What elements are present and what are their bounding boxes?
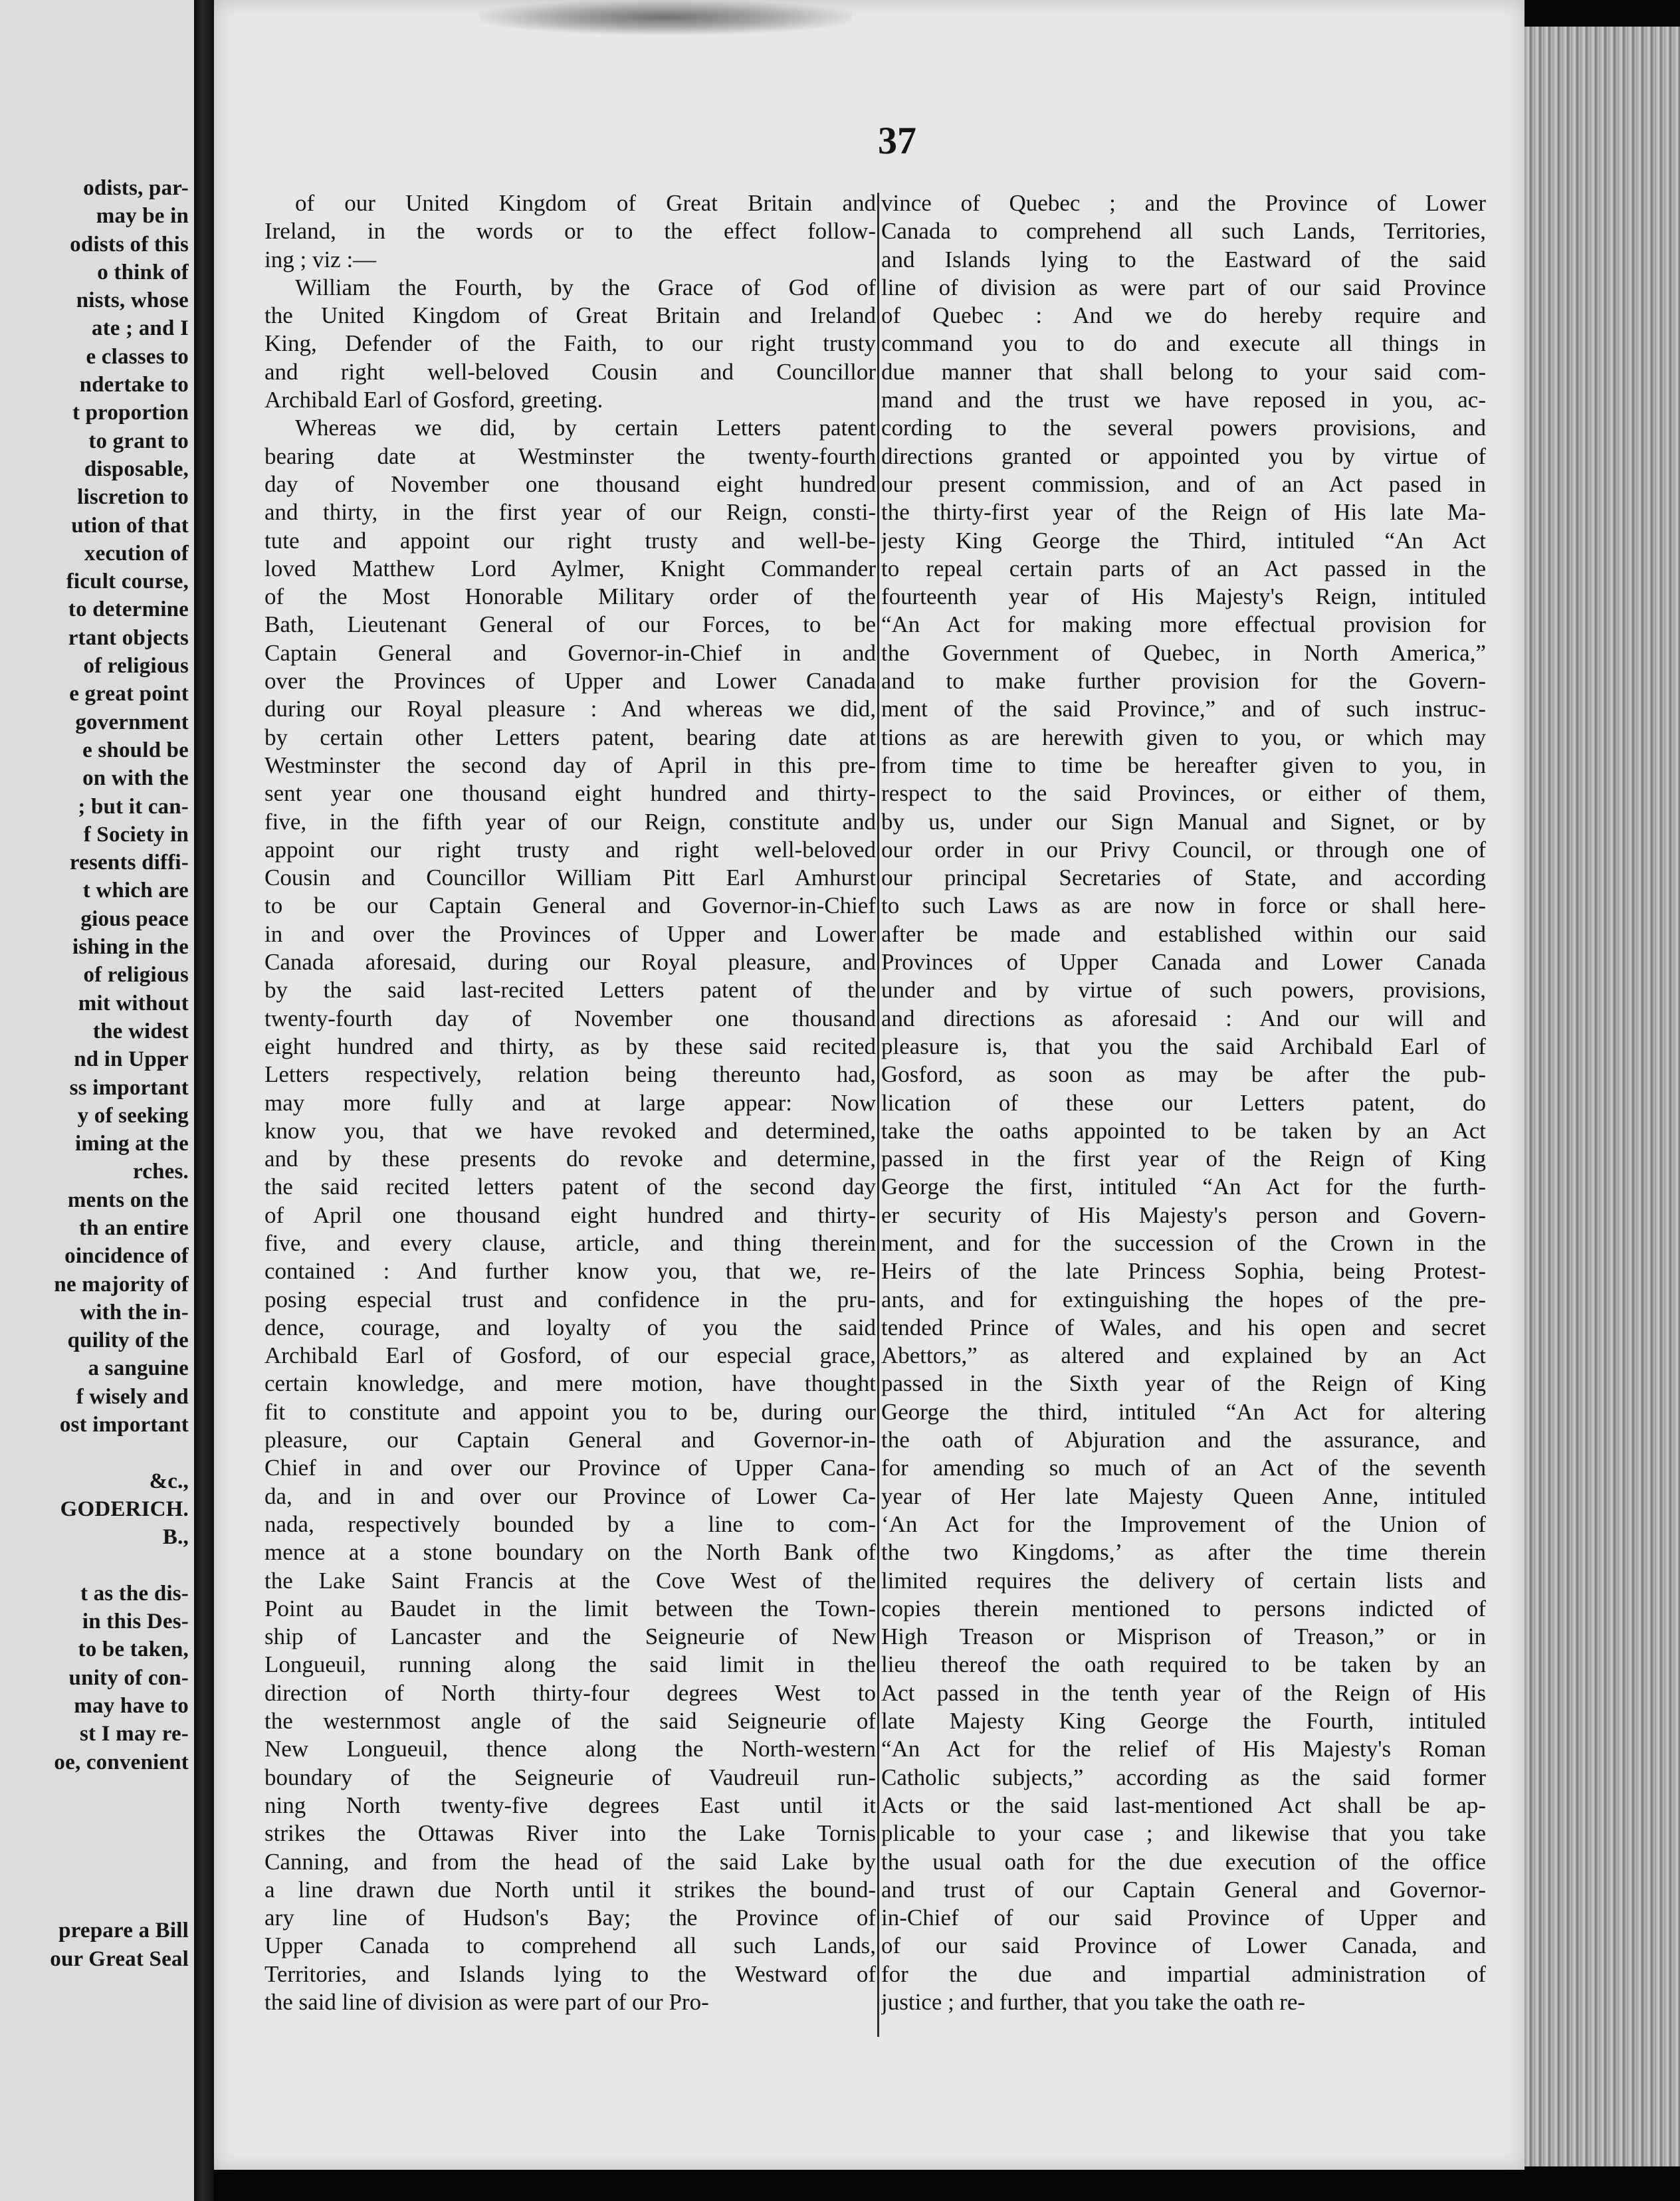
- text-line: vince of Quebec ; and the Province of Lower: [881, 190, 1486, 216]
- facing-line: nists, whose: [76, 288, 189, 313]
- text-line: New Longueuil, thence along the North-western: [264, 1736, 876, 1762]
- facing-line: ne majority of: [54, 1272, 189, 1297]
- facing-line: [0, 1861, 189, 1889]
- text-line: George the third, intituled “An Act for altering: [881, 1398, 1486, 1425]
- text-line: mence at a stone boundary on the North Bank of: [264, 1539, 876, 1566]
- facing-line: nd in Upper: [74, 1047, 189, 1072]
- text-line: cording to the several powers provisions, and: [881, 415, 1486, 441]
- text-line: mand and the trust we have reposed in you, ac-: [881, 387, 1486, 413]
- text-line: Ireland, in the words or to the effect follow-: [264, 218, 876, 245]
- text-column-right: [881, 189, 1486, 2016]
- facing-line: t as the dis-: [80, 1581, 189, 1606]
- text-line: “An Act for making more effectual provision for: [881, 611, 1486, 638]
- text-line: posing especial trust and confidence in the pru-: [264, 1286, 876, 1312]
- text-line: strikes the Ottawas River into the Lake Tornis: [264, 1820, 876, 1847]
- text-line: William the Fourth, by the Grace of God of: [295, 274, 876, 300]
- text-line: passed in the Sixth year of the Reign of King: [881, 1370, 1486, 1397]
- facing-line: odists, par-: [83, 176, 189, 200]
- facing-line: resents diffi-: [69, 851, 189, 875]
- text-line: of our said Province of Lower Canada, and: [881, 1933, 1486, 1959]
- text-line: the westernmost angle of the said Seigneurie of: [264, 1708, 876, 1734]
- facing-line: a sanguine: [88, 1356, 189, 1381]
- facing-line: liscretion to: [77, 485, 189, 510]
- text-line: loved Matthew Lord Aylmer, Knight Commander: [264, 555, 876, 581]
- facing-line: t which are: [82, 879, 189, 903]
- text-line: ship of Lancaster and the Seigneurie of New: [264, 1624, 876, 1650]
- facing-line: ost important: [59, 1413, 189, 1437]
- text-line: justice ; and further, that you take the oath re-: [881, 1989, 1306, 2015]
- text-line: of the Most Honorable Military order of the: [264, 583, 876, 610]
- text-line: after be made and established within our said: [881, 920, 1486, 947]
- facing-line: ; but it can-: [78, 794, 189, 819]
- text-line: High Treason or Misprison of Treason,” or in: [881, 1624, 1486, 1650]
- text-line: fit to constitute and appoint you to be, during our: [264, 1398, 876, 1425]
- text-line: eight hundred and thirty, as by these said recited: [264, 1033, 876, 1059]
- book-gutter: [194, 0, 214, 2201]
- text-column-left: [264, 189, 876, 2016]
- facing-line: ss important: [69, 1075, 189, 1100]
- text-line: George the first, intituled “An Act for the furth-: [881, 1174, 1486, 1200]
- facing-line: to grant to: [88, 429, 189, 453]
- text-line: and by these presents do revoke and determine,: [264, 1146, 876, 1172]
- text-line: directions granted or appointed you by virtue of: [881, 443, 1486, 469]
- facing-line: may be in: [96, 204, 189, 229]
- text-line: in and over the Provinces of Upper and Lower: [264, 920, 876, 947]
- facing-line: may have to: [74, 1694, 189, 1719]
- text-line: our present commission, and of an Act pased in: [881, 471, 1486, 497]
- text-line: ment of the said Province,” and of such instruc-: [881, 696, 1486, 722]
- text-line: of April one thousand eight hundred and thirty-: [264, 1202, 876, 1228]
- text-line: Westminster the second day of April in this pre-: [264, 752, 876, 778]
- text-line: Provinces of Upper Canada and Lower Canada: [881, 949, 1486, 976]
- text-line: in-Chief of our said Province of Upper and: [881, 1905, 1486, 1931]
- text-line: Whereas we did, by certain Letters patent: [295, 415, 876, 441]
- facing-line: on with the: [82, 766, 189, 791]
- facing-line: prepare a Bill: [58, 1919, 189, 1943]
- facing-line: e should be: [82, 738, 189, 762]
- facing-line: [0, 1439, 189, 1467]
- text-line: to such Laws as are now in force or shall here-: [881, 892, 1486, 919]
- facing-line: of religious: [83, 654, 189, 679]
- facing-line: rches.: [133, 1160, 189, 1184]
- facing-line: o think of: [97, 260, 189, 284]
- text-line: the thirty-first year of the Reign of His late Ma-: [881, 499, 1486, 526]
- text-line: Chief in and over our Province of Upper Cana-: [264, 1455, 876, 1481]
- text-line: by the said last-recited Letters patent of the: [264, 977, 876, 1003]
- facing-line: quility of the: [67, 1328, 189, 1353]
- text-line: and to make further provision for the Govern-: [881, 668, 1486, 694]
- text-line: respect to the said Provinces, or either of them,: [881, 780, 1486, 807]
- facing-line: ments on the: [67, 1188, 189, 1212]
- text-line: due manner that shall belong to your said com-: [881, 358, 1486, 385]
- text-line: dence, courage, and loyalty of you the said: [264, 1314, 876, 1340]
- text-line: Canada to comprehend all such Lands, Territories,: [881, 218, 1486, 245]
- text-line: and Islands lying to the Eastward of the said: [881, 246, 1486, 272]
- text-line: late Majesty King George the Fourth, intituled: [881, 1708, 1486, 1734]
- text-line: and right well-beloved Cousin and Councillor: [264, 358, 876, 385]
- page-number: 37: [878, 119, 916, 162]
- text-line: ing ; viz :—: [264, 246, 377, 272]
- text-line: direction of North thirty-four degrees West to: [264, 1679, 876, 1706]
- facing-line: t proportion: [72, 401, 189, 425]
- text-line: Longueuil, running along the said limit in the: [264, 1651, 876, 1678]
- text-line: tute and appoint our right trusty and well-be-: [264, 527, 876, 554]
- text-line: Canning, and from the head of the said Lake by: [264, 1848, 876, 1875]
- text-line: of our United Kingdom of Great Britain and: [295, 190, 876, 216]
- text-line: day of November one thousand eight hundred: [264, 471, 876, 497]
- text-line: for amending so much of an Act of the seventh: [881, 1455, 1486, 1481]
- text-line: the usual oath for the due execution of the office: [881, 1848, 1486, 1875]
- facing-line: the widest: [92, 1019, 189, 1043]
- text-line: the two Kingdoms,’ as after the time therein: [881, 1539, 1486, 1566]
- text-line: King, Defender of the Faith, to our right trusty: [264, 330, 876, 357]
- text-line: take the oaths appointed to be taken by an Act: [881, 1117, 1486, 1144]
- facing-page-text: [0, 174, 189, 1973]
- text-line: Cousin and Councillor William Pitt Earl Amhurst: [264, 865, 876, 891]
- text-line: passed in the first year of the Reign of King: [881, 1146, 1486, 1172]
- facing-line: xecution of: [84, 541, 189, 566]
- text-line: the said recited letters patent of the second day: [264, 1174, 876, 1200]
- text-line: ning North twenty-five degrees East until it: [264, 1792, 876, 1818]
- text-line: command you to do and execute all things in: [881, 330, 1486, 357]
- facing-line: oe, convenient: [54, 1750, 189, 1774]
- text-line: five, and every clause, article, and thing therein: [264, 1229, 876, 1256]
- text-line: Point au Baudet in the limit between the Town-: [264, 1595, 876, 1622]
- text-line: jesty King George the Third, intituled “An Act: [881, 527, 1486, 554]
- facing-line: iming at the: [74, 1132, 189, 1156]
- text-line: pleasure, our Captain General and Governor-in-: [264, 1427, 876, 1453]
- text-line: copies therein mentioned to persons indicted of: [881, 1595, 1486, 1622]
- text-line: Bath, Lieutenant General of our Forces, to be: [264, 611, 876, 638]
- text-line: certain knowledge, and mere motion, have thought: [264, 1370, 876, 1397]
- text-line: appoint our right trusty and right well-beloved: [264, 836, 876, 863]
- text-line: da, and in and over our Province of Lower Ca-: [264, 1483, 876, 1509]
- text-line: limited requires the delivery of certain lists and: [881, 1567, 1486, 1594]
- text-line: line of division as were part of our said Province: [881, 274, 1486, 300]
- text-line: pleasure is, that you the said Archibald Earl of: [881, 1033, 1486, 1059]
- facing-line: oincidence of: [64, 1244, 189, 1269]
- facing-line: ishing in the: [72, 935, 189, 960]
- text-line: the oath of Abjuration and the assurance, and: [881, 1427, 1486, 1453]
- facing-line: y of seeking: [77, 1103, 189, 1128]
- text-line: and trust of our Captain General and Governor-: [881, 1876, 1486, 1903]
- facing-line: mit without: [78, 991, 189, 1015]
- text-line: year of Her late Majesty Queen Anne, intituled: [881, 1483, 1486, 1509]
- text-line: may more fully and at large appear: Now: [264, 1089, 876, 1116]
- text-line: a line drawn due North until it strikes the bound-: [264, 1876, 876, 1903]
- text-line: five, in the fifth year of our Reign, constitute and: [264, 808, 876, 835]
- text-line: ants, and for extinguishing the hopes of the pre-: [881, 1286, 1486, 1312]
- facing-line: our Great Seal: [50, 1946, 189, 1971]
- text-line: Captain General and Governor-in-Chief in and: [264, 639, 876, 666]
- facing-line: in this Des-: [82, 1610, 189, 1634]
- text-line: Archibald Earl of Gosford, of our especial grace,: [264, 1342, 876, 1369]
- text-line: tended Prince of Wales, and his open and secret: [881, 1314, 1486, 1340]
- facing-line: &c.,: [149, 1469, 189, 1493]
- facing-line: of religious: [83, 963, 189, 988]
- facing-line: B.,: [162, 1525, 189, 1550]
- facing-line: ficult course,: [66, 570, 189, 594]
- facing-line: [0, 1804, 189, 1832]
- text-line: Heirs of the late Princess Sophia, being Protest-: [881, 1258, 1486, 1285]
- text-line: of Quebec : And we do hereby require and: [881, 302, 1486, 329]
- facing-page-fragment: [0, 0, 196, 2201]
- text-line: Territories, and Islands lying to the Westward of: [264, 1960, 876, 1987]
- text-line: boundary of the Seigneurie of Vaudreuil run-: [264, 1764, 876, 1790]
- text-line: ary line of Hudson's Bay; the Province of: [264, 1905, 876, 1931]
- facing-line: odists of this: [70, 232, 189, 257]
- text-line: to repeal certain parts of an Act passed in the: [881, 555, 1486, 581]
- text-line: by us, under our Sign Manual and Signet, or by: [881, 808, 1486, 835]
- facing-line: GODERICH.: [60, 1497, 189, 1521]
- text-line: ment, and for the succession of the Crown in the: [881, 1229, 1486, 1256]
- text-line: our principal Secretaries of State, and according: [881, 865, 1486, 891]
- text-line: tions as are herewith given to you, or which may: [881, 724, 1486, 750]
- text-line: the said line of division as were part of our Pro-: [264, 1989, 709, 2015]
- text-line: er security of His Majesty's person and Govern-: [881, 1202, 1486, 1228]
- facing-line: with the in-: [80, 1300, 189, 1324]
- facing-line: gious peace: [80, 906, 189, 931]
- text-line: Acts or the said last-mentioned Act shall be ap-: [881, 1792, 1486, 1818]
- facing-line: to be taken,: [78, 1637, 189, 1662]
- text-line: Upper Canada to comprehend all such Lands,: [264, 1933, 876, 1959]
- text-line: to be our Captain General and Governor-in-Chief: [264, 892, 876, 919]
- text-line: fourteenth year of His Majesty's Reign, intituled: [881, 583, 1486, 610]
- text-line: Catholic subjects,” according as the said former: [881, 1764, 1486, 1790]
- text-line: over the Provinces of Upper and Lower Canada: [264, 668, 876, 694]
- text-line: contained : And further know you, that we, re-: [264, 1258, 876, 1285]
- facing-line: ate ; and I: [91, 316, 189, 341]
- text-line: Act passed in the tenth year of the Reign of His: [881, 1679, 1486, 1706]
- text-line: know you, that we have revoked and determined,: [264, 1117, 876, 1144]
- facing-line: e great point: [69, 682, 189, 706]
- text-line: and thirty, in the first year of our Reign, consti-: [264, 499, 876, 526]
- text-line: lieu thereof the oath required to be taken by an: [881, 1651, 1486, 1678]
- facing-line: e classes to: [86, 344, 189, 369]
- text-line: Canada aforesaid, during our Royal pleasure, and: [264, 949, 876, 976]
- text-line: Archibald Earl of Gosford, greeting.: [264, 387, 603, 413]
- text-line: the United Kingdom of Great Britain and Ireland: [264, 302, 876, 329]
- text-line: the Lake Saint Francis at the Cove West of the: [264, 1567, 876, 1594]
- scan-smudge: [480, 0, 852, 35]
- facing-line: f wisely and: [76, 1384, 189, 1409]
- column-divider: [877, 193, 879, 2037]
- text-line: plicable to your case ; and likewise that you take: [881, 1820, 1486, 1847]
- text-line: Gosford, as soon as may be after the pub-: [881, 1061, 1486, 1088]
- facing-line: [0, 1552, 189, 1580]
- facing-line: ndertake to: [79, 373, 189, 397]
- text-line: the Government of Quebec, in North America,”: [881, 639, 1486, 666]
- text-line: “An Act for the relief of His Majesty's Roman: [881, 1736, 1486, 1762]
- text-line: twenty-fourth day of November one thousand: [264, 1005, 876, 1031]
- facing-line: [0, 1776, 189, 1804]
- text-line: by certain other Letters patent, bearing date at: [264, 724, 876, 750]
- facing-line: [0, 1889, 189, 1917]
- text-line: under and by virtue of such powers, provisions,: [881, 977, 1486, 1003]
- text-line: and directions as aforesaid : And our will and: [881, 1005, 1486, 1031]
- facing-line: f Society in: [83, 822, 189, 847]
- text-line: our order in our Privy Council, or through one of: [881, 836, 1486, 863]
- facing-line: [0, 1833, 189, 1861]
- text-line: from time to time be hereafter given to you, in: [881, 752, 1486, 778]
- facing-line: disposable,: [84, 457, 189, 481]
- facing-line: ution of that: [71, 513, 189, 538]
- facing-line: government: [75, 710, 189, 734]
- text-line: bearing date at Westminster the twenty-fourth: [264, 443, 876, 469]
- text-line: lication of these our Letters patent, do: [881, 1089, 1486, 1116]
- text-line: Letters respectively, relation being thereunto had,: [264, 1061, 876, 1088]
- text-line: nada, respectively bounded by a line to com-: [264, 1511, 876, 1537]
- facing-line: rtant objects: [68, 625, 189, 650]
- text-line: during our Royal pleasure : And whereas we did,: [264, 696, 876, 722]
- text-line: ‘An Act for the Improvement of the Union of: [881, 1511, 1486, 1537]
- facing-line: to determine: [68, 597, 189, 622]
- facing-line: th an entire: [79, 1215, 189, 1240]
- text-line: sent year one thousand eight hundred and thirty-: [264, 780, 876, 807]
- facing-line: st I may re-: [79, 1722, 189, 1746]
- text-line: for the due and impartial administration of: [881, 1960, 1486, 1987]
- text-line: Abettors,” as altered and explained by an Act: [881, 1342, 1486, 1369]
- page-edges: [1524, 27, 1680, 2166]
- facing-line: unity of con-: [68, 1665, 189, 1690]
